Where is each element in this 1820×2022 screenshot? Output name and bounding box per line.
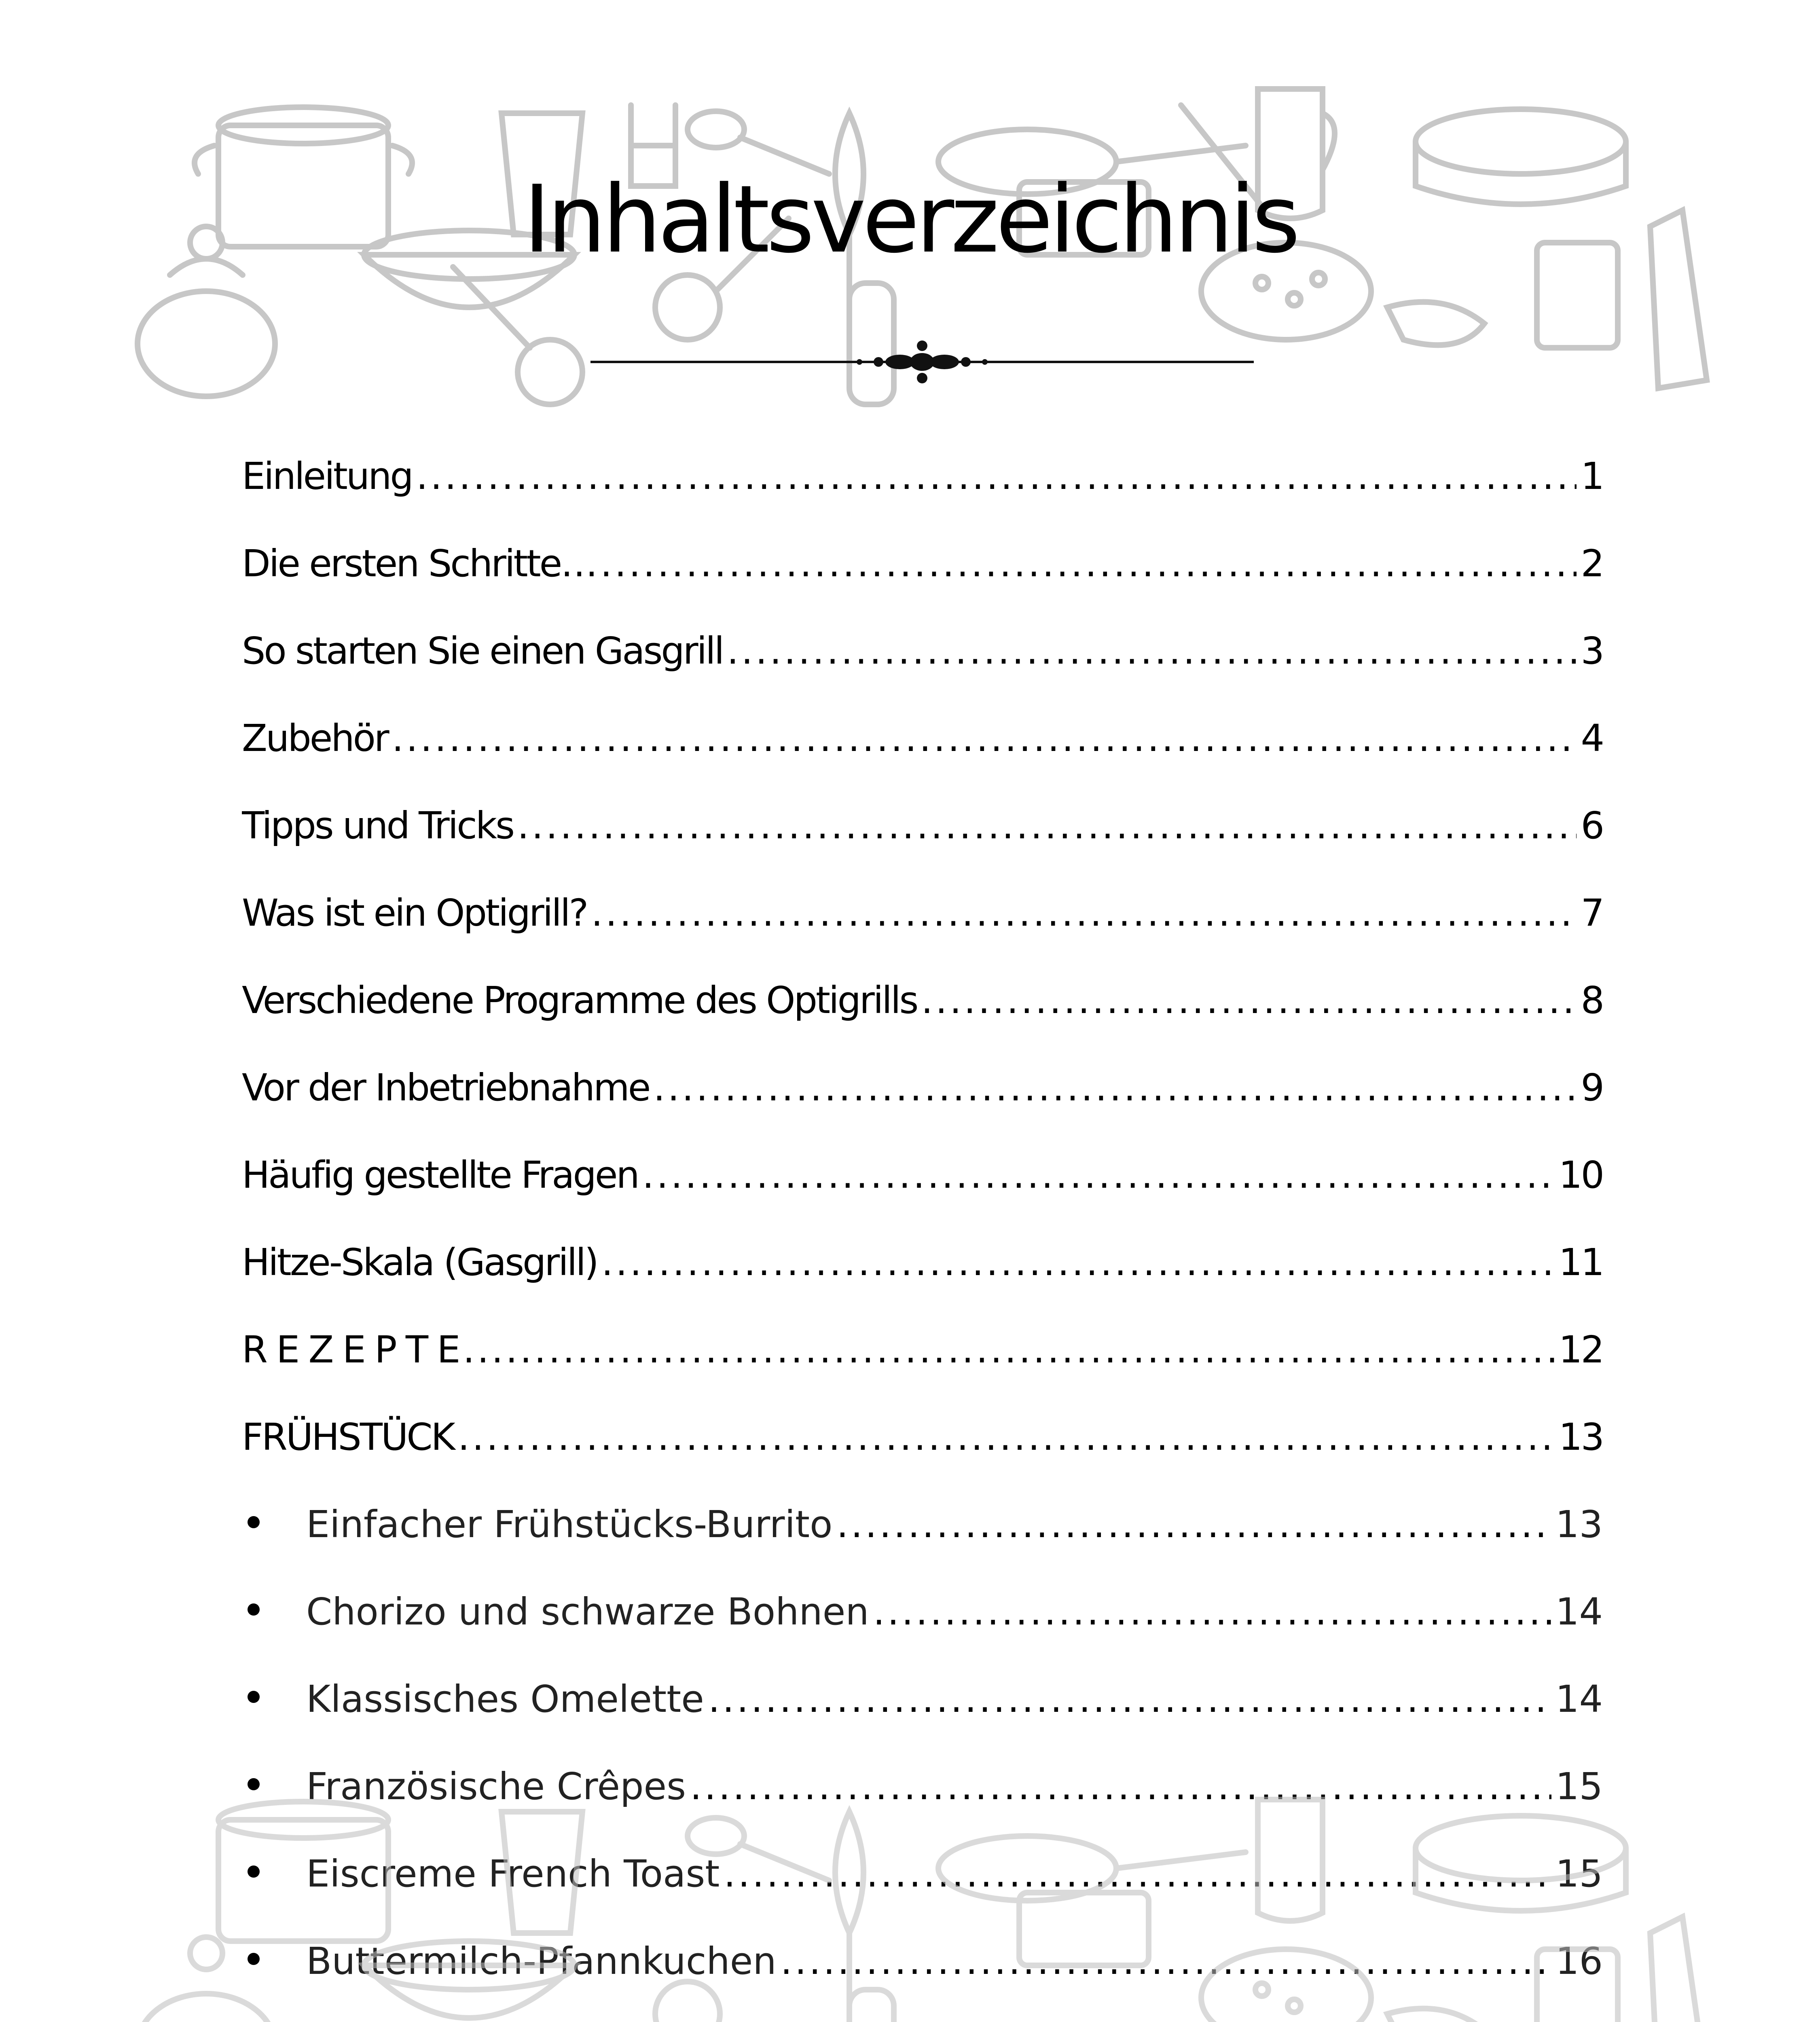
toc-page-number: 8 xyxy=(1581,979,1603,1022)
toc-page-number: 7 xyxy=(1581,891,1603,935)
toc-entry-zubehoer[interactable] xyxy=(242,695,1603,782)
bullet-icon xyxy=(248,1691,260,1703)
dot-leader xyxy=(458,1394,1555,1481)
toc-entry-label: Einfacher Frühstücks-Burrito xyxy=(306,1503,833,1546)
bullet-icon xyxy=(248,1516,260,1528)
toc-entry-label: Hitze-Skala (Gasgrill) xyxy=(242,1241,597,1284)
toc-entry-label: Verschiedene Programme des Optigrills xyxy=(242,979,917,1022)
toc-entry-label: Häufig gestellte Fragen xyxy=(242,1153,638,1197)
toc-entry-tipps-tricks[interactable] xyxy=(242,782,1603,869)
toc-entry-label: FRÜHSTÜCK xyxy=(242,1415,454,1459)
toc-page-number: 9 xyxy=(1581,1066,1603,1109)
page-title: Inhaltsverzeichnis xyxy=(523,166,1297,274)
toc-entry-hitze-skala[interactable] xyxy=(242,1219,1603,1306)
bullet-icon xyxy=(248,1778,260,1790)
toc-entry-label: Die ersten Schritte… xyxy=(242,542,597,585)
toc-page-number: 14 xyxy=(1555,1590,1603,1633)
dot-leader xyxy=(642,1132,1555,1219)
toc-entry-fruehstueck[interactable] xyxy=(242,1394,1603,1481)
toc-sub-entry[interactable] xyxy=(242,1656,1603,1743)
toc-page-number: 13 xyxy=(1555,1503,1603,1546)
toc-page-number: 15 xyxy=(1555,1852,1603,1895)
toc-entry-label: Tipps und Tricks xyxy=(242,804,514,847)
toc-sub-entry[interactable] xyxy=(242,1568,1603,1656)
bullet-icon xyxy=(248,1603,260,1616)
dot-leader xyxy=(708,1656,1551,1743)
toc-entry-label: Einleitung xyxy=(242,455,412,498)
dot-leader xyxy=(873,1568,1551,1656)
divider-ornament xyxy=(590,336,1254,388)
toc-entry-inbetriebnahme[interactable] xyxy=(242,1044,1603,1132)
dot-leader xyxy=(727,607,1577,695)
toc-page-number: 2 xyxy=(1581,542,1603,585)
toc-entry-label: Buttermilch-Pfannkuchen xyxy=(306,1940,777,1983)
toc-entry-label: Zubehör xyxy=(242,717,388,760)
toc-page-number: 11 xyxy=(1558,1241,1603,1284)
toc-entry-label: So starten Sie einen Gasgrill xyxy=(242,629,723,673)
toc-entry-rezepte[interactable] xyxy=(242,1306,1603,1394)
toc-entry-label: Vor der Inbetriebnahme xyxy=(242,1066,650,1109)
dot-leader xyxy=(653,1044,1577,1132)
toc-page-number: 4 xyxy=(1581,717,1603,760)
toc-entry-gasgrill-starten[interactable] xyxy=(242,607,1603,695)
toc-page-number: 15 xyxy=(1555,1765,1603,1808)
toc-page-number: 16 xyxy=(1555,1940,1603,1983)
dot-leader xyxy=(591,869,1577,957)
dot-leader xyxy=(921,957,1577,1044)
dot-leader xyxy=(463,1306,1554,1394)
toc-entry-programme[interactable] xyxy=(242,957,1603,1044)
table-of-contents xyxy=(242,433,1603,2022)
toc-page-number: 14 xyxy=(1555,1677,1603,1721)
toc-page-number: 12 xyxy=(1558,1328,1603,1371)
toc-page-number: 6 xyxy=(1581,804,1603,847)
toc-entry-label: Eiscreme French Toast xyxy=(306,1852,720,1895)
toc-entry-optigrill[interactable] xyxy=(242,869,1603,957)
toc-entry-faq[interactable] xyxy=(242,1132,1603,1219)
dot-leader xyxy=(517,782,1577,869)
toc-page-number: 3 xyxy=(1581,629,1603,673)
toc-sub-entry[interactable] xyxy=(242,1481,1603,1568)
toc-entry-label: Französische Crêpes xyxy=(306,1765,686,1808)
toc-entry-label: Chorizo und schwarze Bohnen xyxy=(306,1590,869,1633)
toc-entry-einleitung[interactable] xyxy=(242,433,1603,520)
dot-leader xyxy=(600,520,1577,607)
dot-leader xyxy=(836,1481,1551,1568)
toc-entry-erste-schritte[interactable] xyxy=(242,520,1603,607)
toc-page-number: 1 xyxy=(1581,455,1603,498)
dot-leader xyxy=(601,1219,1555,1306)
kitchen-utensils-illustration xyxy=(113,1796,1715,2022)
dot-leader xyxy=(416,433,1577,520)
toc-entry-label: Was ist ein Optigrill? xyxy=(242,891,587,935)
toc-entry-label: Klassisches Omelette xyxy=(306,1677,704,1721)
dot-leader xyxy=(392,695,1577,782)
toc-entry-label: R E Z E P T E xyxy=(242,1328,459,1371)
toc-page-number: 10 xyxy=(1558,1153,1603,1197)
toc-page-number: 13 xyxy=(1558,1415,1603,1459)
